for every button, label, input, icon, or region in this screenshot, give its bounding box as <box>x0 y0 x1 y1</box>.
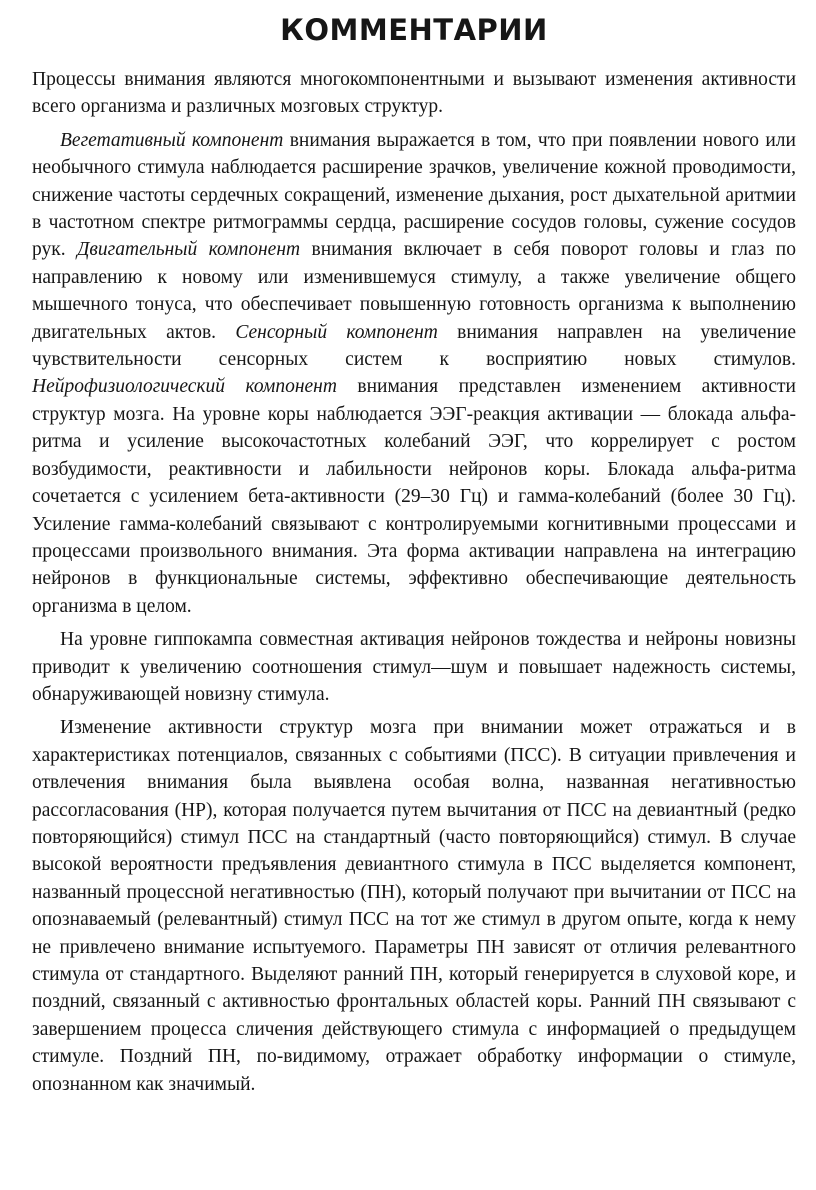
paragraph-hippocampus <box>32 626 796 708</box>
paragraph-intro <box>32 66 796 121</box>
term-neurophysiological-component: Нейрофизиологический компонент <box>32 376 337 398</box>
text-segment: внимания представлен изменением активности структур мозга. На уровне коры наблюдается ЭЭГ-реакция активации — блокада альфа-ритма и усиление высокочастотных колебаний ЭЭГ, что коррелирует с ростом возбудимости, реактивности и лабильности нейронов коры. Блокада альфа-ритма сочетается с усилением бета-активности (29–30 Гц) и гамма-колебаний (более 30 Гц). Усиление гамма-колебаний связывают с контролируемыми когнитивными процессами и процессами произвольного внимания. Эта форма активации направлена на интеграцию нейронов в функциональные системы, эффективно обеспечивающие деятельность организма в целом. <box>32 376 796 617</box>
page-title: КОММЕНТАРИИ <box>280 13 548 47</box>
term-vegetative-component: Вегетативный компонент <box>60 129 284 151</box>
text-segment: Процессы внимания являются многокомпонентными и вызывают изменения активности всего организма и различных мозговых структур. <box>32 69 796 118</box>
text-segment: внимания выражается в том, что при появлении нового или необычного стимула наблюдается расширение зрачков, увеличение кожной проводимости, снижение частоты сердечных сокращений, изменение дыхания, рост дыхательной аритмии в частотном спектре ритмограммы сердца, расширение сосудов головы, сужение сосудов рук. <box>32 129 796 261</box>
paragraph-erp <box>32 714 796 1098</box>
text-segment: Изменение активности структур мозга при внимании может отражаться и в характеристиках потенциалов, связанных с событиями (ПСС). В ситуации привлечения и отвлечения внимания была выявлена особая волна, названная негативностью рассогласования (НР), которая получается путем вычитания от ПСС на девиантный (редко повторяющийся) стимул ПСС на стандартный (часто повторяющийся) стимул. В случае высокой вероятности предъявления девиантного стимула в ПСС выделяется компонент, названный процессной негативностью (ПН), который получают при вычитании от ПСС на опознаваемый (релевантный) стимул ПСС на тот же стимул в другом опыте, когда к нему не привлечено внимание испытуемого. Параметры ПН зависят от отличия релевантного стимула от стандартного. Выделяют ранний ПН, который генерируется в слуховой коре, и поздний, связанный с активностью фронтальных областей коры. Ранний ПН связывают с завершением процесса сличения действующего стимула с информацией о предыдущем стимуле. Поздний ПН, по-видимому, отражает обработку информации о стимуле, опознанном как значимый. <box>32 717 796 1095</box>
term-motor-component: Двигательный компонент <box>77 239 301 261</box>
text-segment: внимания включает в себя поворот головы и глаз по направлению к новому или изменившемуся стимулу, а также увеличение общего мышечного тонуса, что обеспечивает повышенную готовность организма к выполнению двигательных актов. <box>32 239 796 343</box>
text-segment: На уровне гиппокампа совместная активация нейронов тождества и нейроны новизны приводит к увеличению соотношения стимул—шум и повышает надежность системы, обнаруживающей новизну стимула. <box>32 629 796 705</box>
term-sensory-component: Сенсорный компонент <box>235 321 438 343</box>
paragraph-components <box>32 127 796 620</box>
text-segment: внимания направлен на увеличение чувствительности сенсорных систем к восприятию новых стимулов. <box>32 321 796 371</box>
